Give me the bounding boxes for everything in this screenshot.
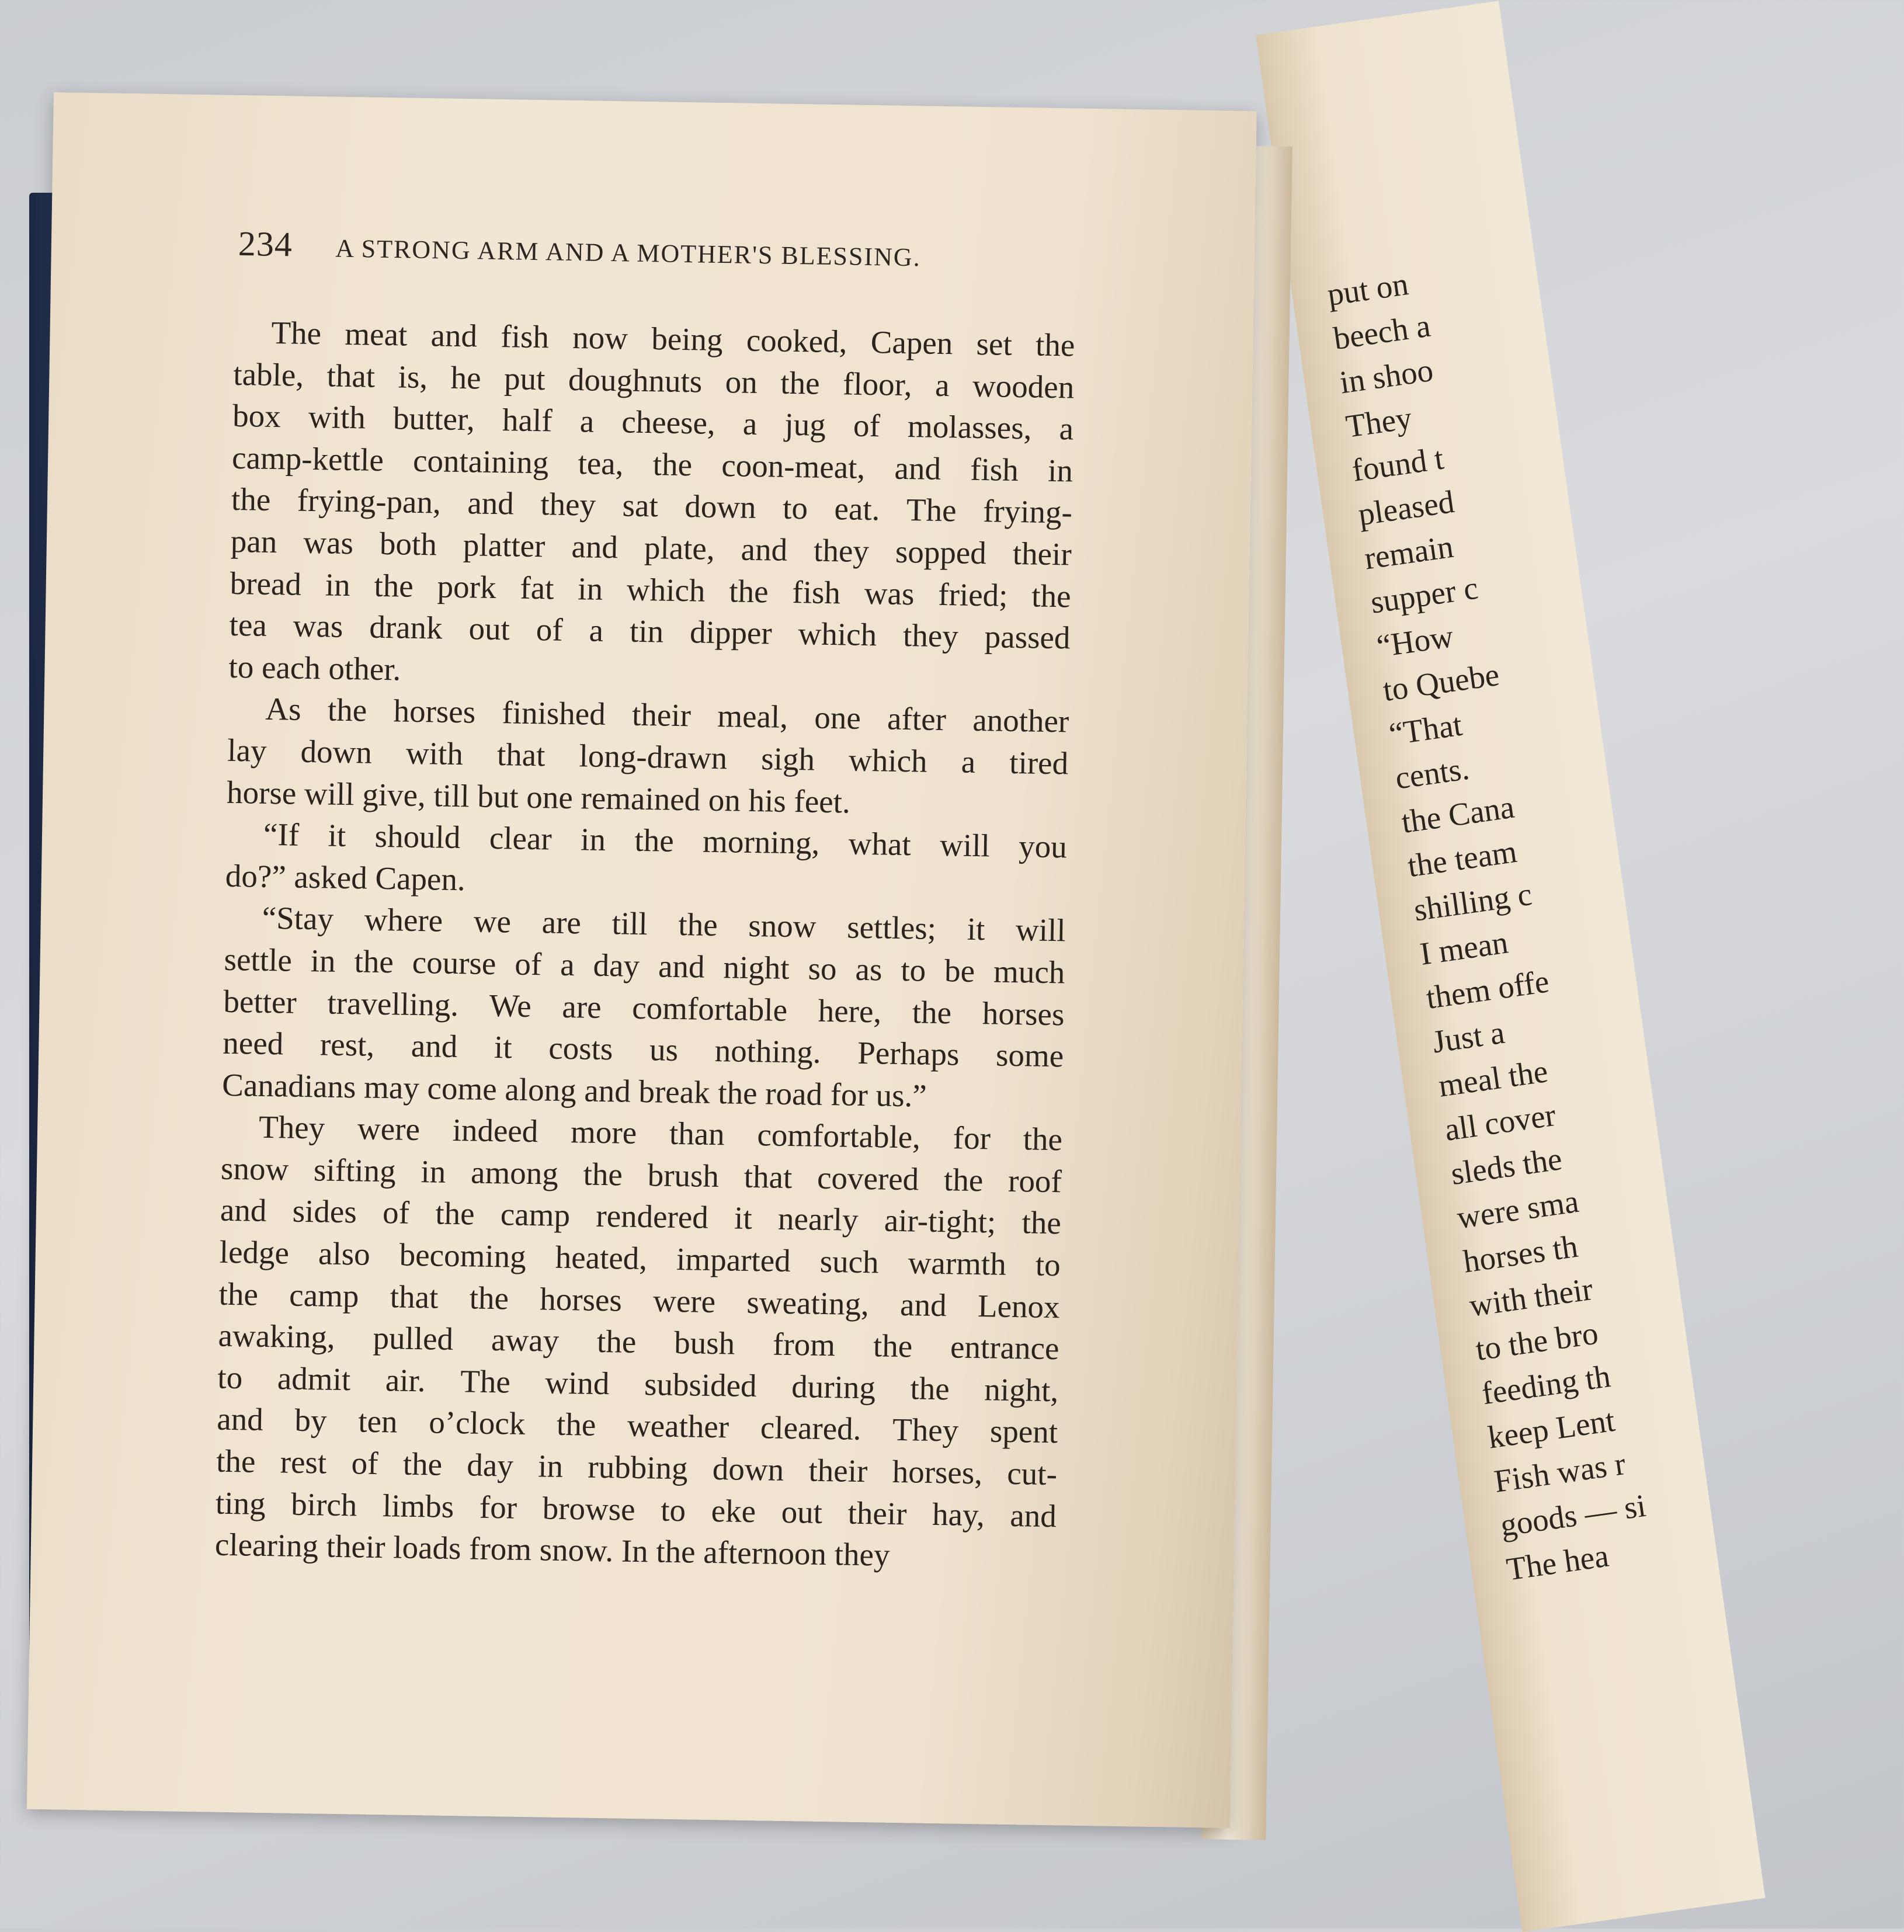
right-page-line: the team: [1405, 833, 1519, 884]
text-line: awaking, pulled away the bush from the entrance: [218, 1317, 1059, 1367]
text-line: need rest, and it costs us nothing. Perhaps some: [222, 1024, 1064, 1074]
text-line: The meat and fish now being cooked, Capen set the: [271, 314, 1075, 363]
text-line: to each other.: [228, 648, 401, 687]
text-line: and by ten o’clock the weather cleared. They spent: [216, 1401, 1058, 1450]
right-page-line: feeding th: [1479, 1358, 1613, 1412]
right-page-line: Just a: [1430, 1014, 1507, 1060]
right-page-line: pleased: [1356, 483, 1457, 533]
text-line: Canadians may come along and break the road for us.”: [221, 1066, 927, 1114]
right-page-line: sleds the: [1448, 1141, 1564, 1192]
text-line: to admit air. The wind subsided during the night,: [217, 1359, 1059, 1409]
running-head: [238, 224, 1114, 278]
right-page-line: to the bro: [1473, 1315, 1600, 1368]
text-line: lay down with that long-drawn sigh which a tired: [227, 732, 1069, 781]
right-page-line: keep Lent: [1485, 1402, 1617, 1455]
text-line: do?” asked Capen.: [225, 857, 466, 897]
right-page-line: all cover: [1442, 1096, 1558, 1148]
text-line: the frying-pan, and they sat down to eat. The frying-: [231, 481, 1073, 530]
right-page-line: with their: [1467, 1270, 1595, 1323]
right-page-line: horses th: [1461, 1228, 1580, 1280]
right-page-line: They: [1343, 399, 1414, 444]
right-page-line: meal the: [1436, 1053, 1550, 1104]
right-page-line: cents.: [1393, 750, 1472, 796]
right-page-line: beech a: [1331, 307, 1433, 357]
right-page-line: put on: [1325, 266, 1411, 312]
text-line: ledge also becoming heated, imparted such warmth to: [219, 1233, 1061, 1283]
right-page-line: them offe: [1424, 963, 1551, 1016]
text-line: table, that is, he put doughnuts on the floor, a wooden: [232, 356, 1075, 405]
right-page-line: “That: [1387, 706, 1465, 752]
running-title: A STRONG ARM AND A MOTHER'S BLESSING.: [335, 234, 922, 272]
right-page-line: Fish was r: [1492, 1445, 1628, 1499]
text-line: pan was both platter and plate, and they sopped their: [230, 523, 1072, 572]
right-page-line: supper c: [1368, 569, 1481, 620]
right-page-line: in shoo: [1337, 352, 1436, 401]
text-line: tea was drank out of a tin dipper which they passed: [229, 606, 1071, 656]
body-text: [214, 311, 1075, 1579]
text-line: “If it should clear in the morning, what will you: [263, 816, 1068, 865]
right-page-line: I mean: [1417, 924, 1510, 972]
text-line: bread in the pork fat in which the fish was fried; the: [230, 565, 1072, 614]
text-line: As the horses finished their meal, one after another: [265, 691, 1069, 739]
page-number: 234: [238, 224, 293, 264]
text-line: snow sifting in among the brush that covered the roof: [220, 1150, 1062, 1200]
text-line: box with butter, half a cheese, a jug of molasses, a: [232, 398, 1074, 447]
text-line: clearing their loads from snow. In the afternoon they: [214, 1526, 890, 1573]
text-line: the rest of the day in rubbing down their horses, cut-: [216, 1443, 1058, 1492]
text-line: camp-kettle containing tea, the coon-meat, and fish in: [231, 439, 1073, 489]
text-line: horse will give, till but one remained on his feet.: [226, 774, 851, 820]
right-page-line: “How: [1374, 618, 1456, 664]
right-page-line: found t: [1350, 440, 1446, 488]
right-page-line: were sma: [1454, 1183, 1581, 1236]
text-line: They were indeed more than comfortable, for the: [258, 1109, 1063, 1158]
text-line: settle in the course of a day and night so as to be much: [224, 941, 1065, 991]
left-page: [27, 92, 1257, 1828]
right-page-line: goods — si: [1498, 1487, 1648, 1544]
text-line: and sides of the camp rendered it nearly air-tight; the: [220, 1192, 1062, 1241]
right-page-line: The hea: [1504, 1537, 1611, 1587]
text-line: ting birch limbs for browse to eke out their hay, and: [215, 1485, 1057, 1534]
right-page-line: shilling c: [1411, 875, 1534, 928]
right-page-line: to Quebe: [1381, 656, 1502, 708]
right-page-line: the Cana: [1399, 788, 1517, 840]
text-line: better travelling. We are comfortable here, the horses: [223, 983, 1065, 1032]
text-line: “Stay where we are till the snow settles; it will: [262, 900, 1066, 948]
text-line: the camp that the horses were sweating, and Lenox: [218, 1276, 1061, 1325]
right-page-line: remain: [1362, 528, 1456, 576]
